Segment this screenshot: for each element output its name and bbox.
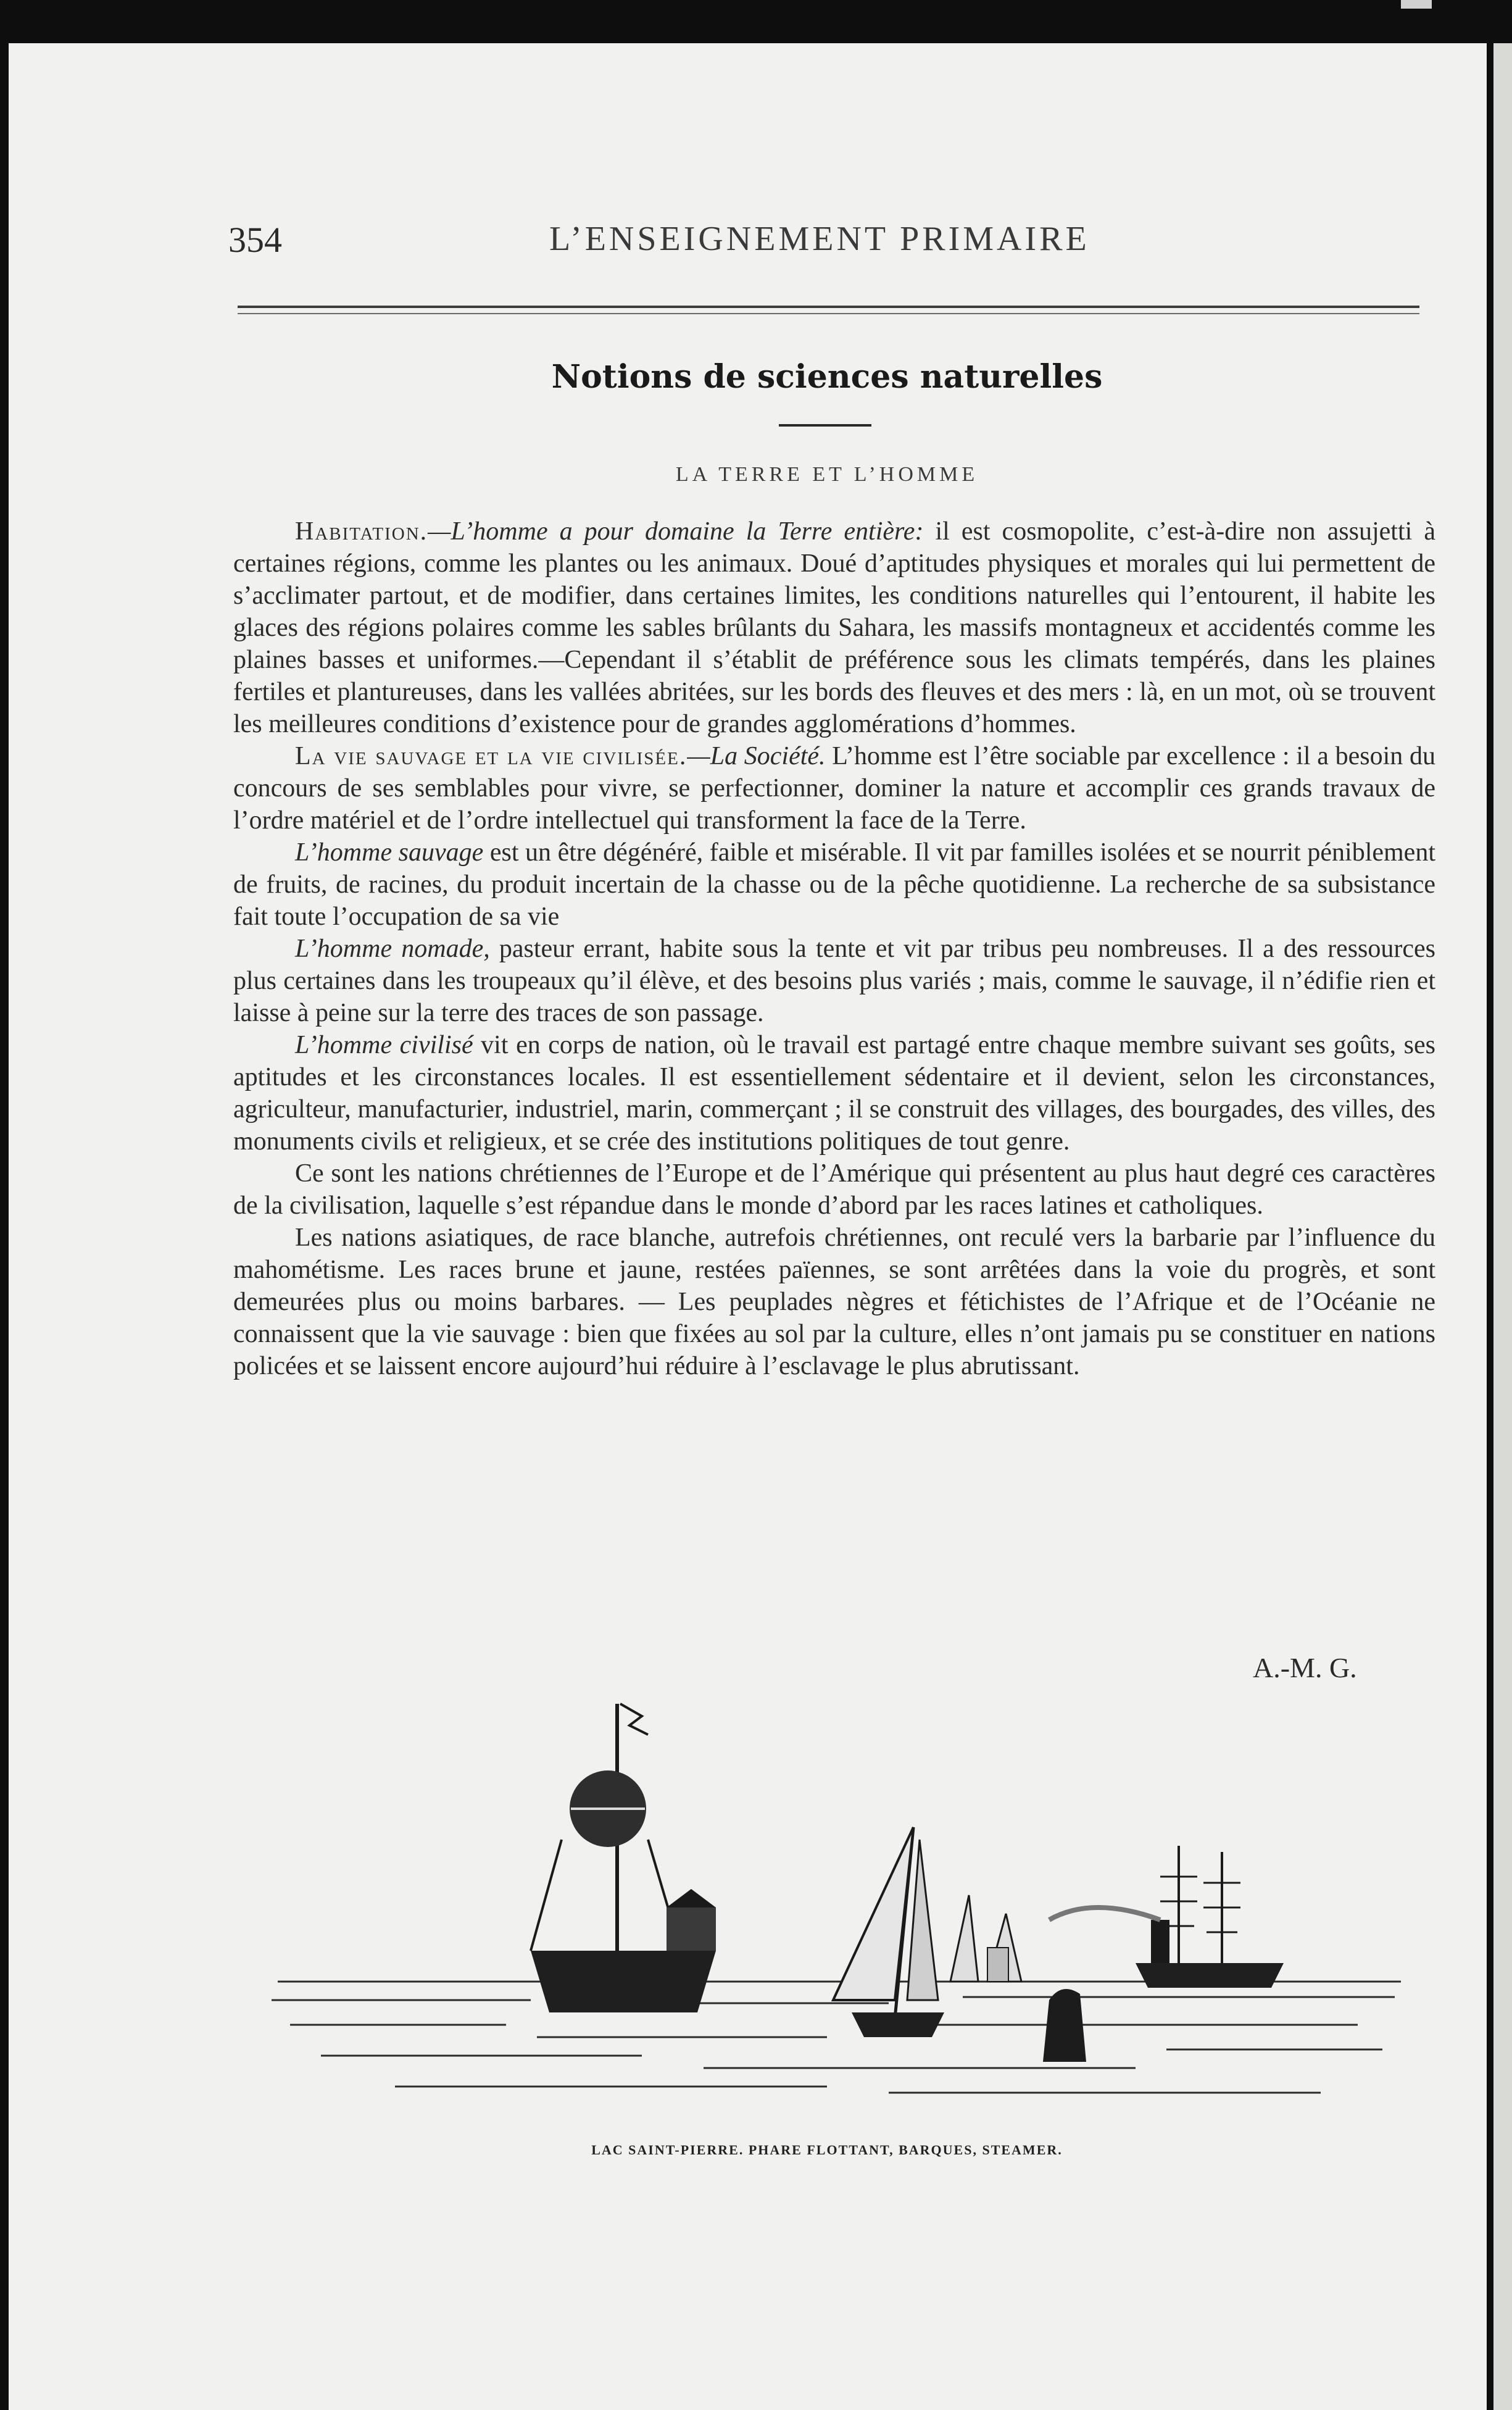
paragraph-text: il est cosmopolite, c’est-à-dire non assujetti à certaines régions, comme les plantes ou les animaux. Doué d’aptitudes physiques et morales qui lui permettent de s’acclimater partout, et de modifier, dans certaines limites, les conditions naturelles qui l’entourent, il habite les glaces des régions polaires comme les sables brûlants du Sahara, les massifs montagneux et accidentés comme les plaines basses et uniformes.—Cependant il s’établit de préférence sous les climats tempérés, dans les plaines fertiles et plantureuses, dans les vallées abritées, sur les bords des fleuves et des mers : là, en un mot, où se trouvent les meilleures conditions d’existence pour de grandes agglomérations d’hommes.	[233, 517, 1435, 738]
article-title: Notions de sciences naturelles	[551, 358, 1103, 396]
paragraph-emphasis: L’homme nomade,	[295, 935, 490, 963]
floating-lighthouse	[531, 1704, 716, 2012]
paragraph	[233, 933, 1435, 1029]
paragraph-emphasis: L’homme sauvage	[295, 838, 484, 867]
paragraph-lead: La vie sauvage et la vie civilisée.	[295, 742, 687, 770]
article-body	[233, 515, 1435, 1382]
page-header	[228, 219, 1426, 269]
illustration-caption: LAC SAINT-PIERRE. PHARE FLOTTANT, BARQUES, STEAMER.	[591, 2142, 1063, 2158]
page-number: 354	[228, 220, 282, 260]
paragraph-text: pasteur errant, habite sous la tente et vit par tribus peu nombreuses. Il a des ressources plus certaines dans les troupeaux qu’il élève, et des besoins plus variés ; mais, comme le sauvage, il n’édifie rien et laisse à peine sur la terre des traces de son passage.	[233, 935, 1435, 1027]
author-signature: A.-M. G.	[1253, 1652, 1357, 1683]
paragraph-text: L’homme est l’être sociable par excellence : il a besoin du concours de ses semblables pour vivre, se perfectionner, dominer la nature et accomplir ces grands travaux de l’ordre matériel et de l’ordre intellectuel qui transforment la face de la Terre.	[233, 742, 1435, 835]
facing-page-edge	[1493, 43, 1512, 2410]
engraving-illustration	[272, 1691, 1419, 2111]
paragraph	[233, 740, 1435, 836]
paragraph	[233, 1157, 1435, 1222]
buoy	[1043, 1989, 1086, 2062]
running-title: L’ENSEIGNEMENT PRIMAIRE	[549, 220, 1090, 258]
paragraph-text: vit en corps de nation, où le travail est partagé entre chaque membre suivant ses goûts, ses aptitudes et les circonstances locales. Il est essentiellement sédentaire et il devient, selon les circonstances, agriculteur, manufacturier, industriel, marin, commerçant ; il se construit des villages, des bourgades, des villes, des monuments civils et religieux, et se crée des institutions politiques de tout genre.	[233, 1031, 1435, 1156]
paragraph	[233, 1222, 1435, 1382]
paragraph	[233, 515, 1435, 740]
paragraph-emphasis: —La Société.	[687, 742, 826, 770]
steamer	[1049, 1846, 1284, 1988]
paragraph-text: Les nations asiatiques, de race blanche, autrefois chrétiennes, ont reculé vers la barbarie par l’influence du mahométisme. Les races brune et jaune, restées païennes, se sont arrêtées dans la voie du progrès, et sont demeurées plus ou moins barbares. — Les peuplades nègres et fétichistes de l’Afrique et de l’Océanie ne connaissent que la vie sauvage : bien que fixées au sol par la culture, elles n’ont jamais pu se constituer en nations policées et se laissent encore aujourd’hui réduire à l’esclavage le plus abrutissant.	[233, 1224, 1435, 1380]
paragraph-emphasis: —L’homme a pour domaine la Terre entière:	[428, 517, 924, 546]
header-rule	[238, 306, 1419, 308]
distant-barques	[950, 1895, 1021, 1982]
scan-edge-mark	[1401, 0, 1432, 9]
paragraph-lead: Habitation.	[295, 517, 428, 546]
paragraph	[233, 836, 1435, 933]
paragraph-text: est un être dégénéré, faible et misérable. Il vit par familles isolées et se nourrit péniblement de fruits, de racines, du produit incertain de la chasse ou de la pêche quotidienne. La recherche de sa subsistance fait toute l’occupation de sa vie	[233, 838, 1435, 931]
section-heading: LA TERRE ET L’HOMME	[675, 463, 979, 486]
paragraph-text: Ce sont les nations chrétiennes de l’Europe et de l’Amérique qui présentent au plus haut degré ces caractères de la civilisation, laquelle s’est répandue dans le monde d’abord par les races latines et catholiques.	[233, 1159, 1435, 1220]
paragraph	[233, 1029, 1435, 1157]
header-rule-thin	[238, 313, 1419, 314]
sailboat	[833, 1827, 944, 2037]
title-rule	[779, 424, 871, 427]
paragraph-emphasis: L’homme civilisé	[295, 1031, 473, 1059]
